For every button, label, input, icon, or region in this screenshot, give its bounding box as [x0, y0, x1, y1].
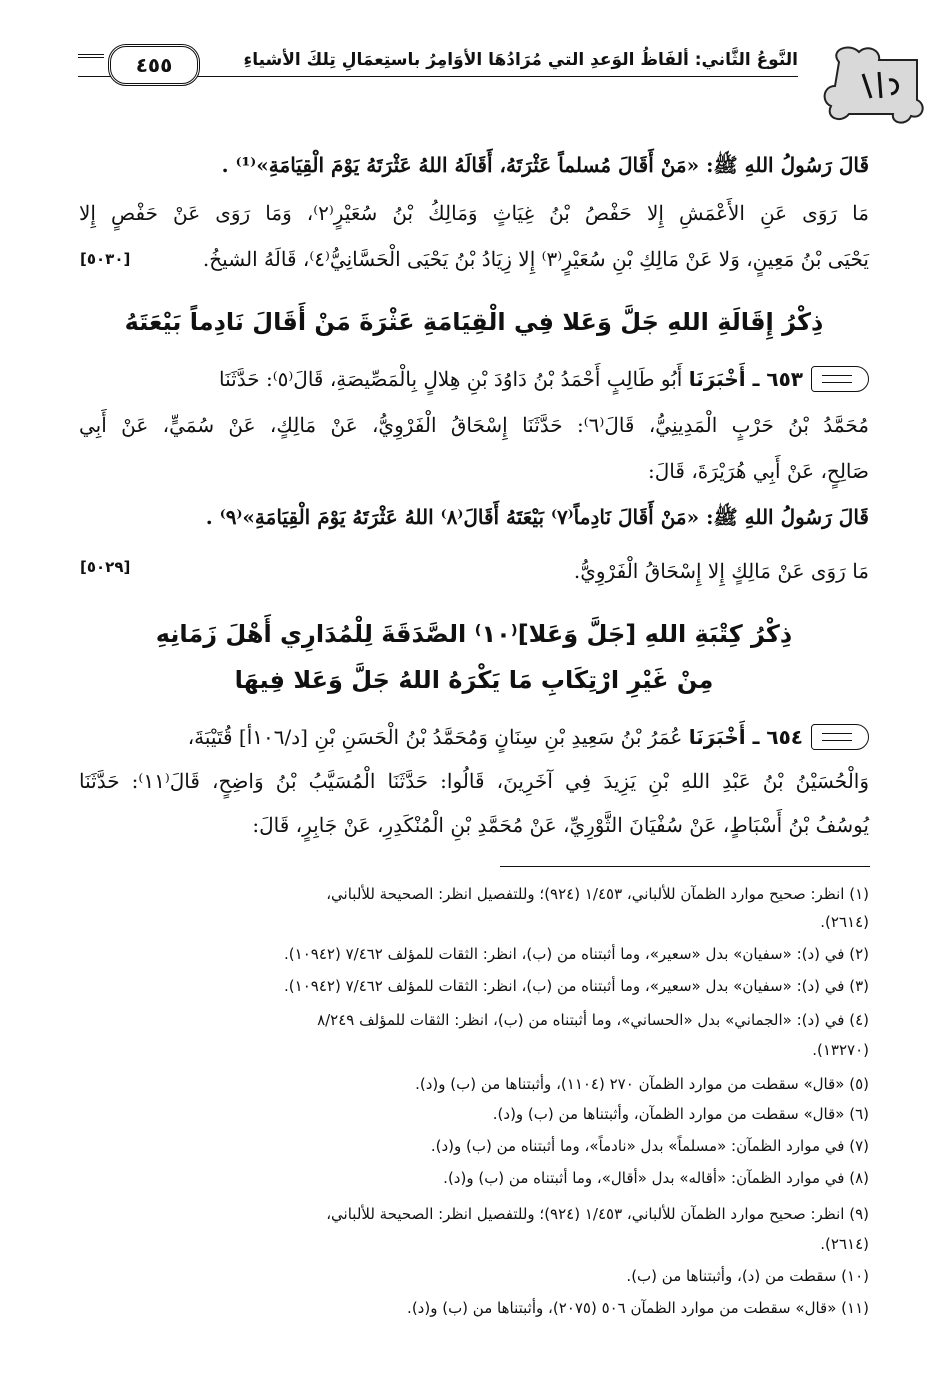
hadith-number: ٦٥٤ ـ أَخْبَرَنَا: [688, 725, 803, 749]
footnote: (١٠) سقطت من (د)، وأثبتناها من (ب).: [626, 1267, 869, 1285]
body-text: عُمَرُ بْنُ سَعِيدِ بْنِ سِنَانٍ وَمُحَمَّدُ بْنُ الْحَسَنِ بْنِ [د/١٠٦أ] قُتَيْبَةَ،: [187, 725, 683, 749]
body-line: مَا رَوَى عَنْ مَالِكٍ إِلا إِسْحَاقُ الْفَرْوِيُّ.: [573, 559, 869, 583]
body-line: يَحْيَى بْنُ مَعِينٍ، وَلا عَنْ مَالِكِ بْنِ سُعَيْرٍ⁽٣⁾ إِلا زِيَادُ بْنُ يَحْيَى الْحَسَّانِيُّ⁽٤⁾، قَالَهُ الشيخُ.: [202, 247, 869, 271]
body-line: صَالِحٍ، عَنْ أَبِي هُرَيْرَةَ، قَالَ:: [648, 459, 869, 483]
page-header: [78, 44, 798, 94]
footnote-separator: [500, 866, 870, 867]
hadith-marker-icon: [811, 366, 869, 392]
puzzle-ornament-icon: [819, 40, 929, 130]
body-line: قَالَ رَسُولُ اللهِ ﷺ: «مَنْ أَقَالَ نَادِماً⁽٧⁾ بَيْعَتَهُ أَقَالَ⁽٨⁾ اللهُ عَثْرَتَهُ يَوْمَ الْقِيَامَةِ»⁽٩⁾ .: [205, 505, 869, 529]
footnote: (٤) في (د): «الجماني» بدل «الحساني»، وما أثبتناه من (ب)، انظر: الثقات للمؤلف ٨/٢٤٩: [317, 1011, 869, 1029]
page-number: ٤٥٥: [108, 44, 200, 86]
hadith-marker-icon: [811, 724, 869, 750]
footnote-cont: (١٣٢٧٠).: [812, 1041, 869, 1059]
hadith-653-line: [79, 364, 869, 394]
running-title: النَّوعُ الثَّاني: ألفَاظُ الوَعدِ التي مُرَادُهَا الأوَامِرُ باستِعمَالِ تِلكَ الأشياءِ: [243, 50, 798, 70]
chapter-heading: ذِكْرُ إِقَالَةِ اللهِ جَلَّ وَعَلا فِي الْقِيَامَةِ عَثْرَةَ مَنْ أَقَالَ نَادِماً بَيْعَتَهُ: [124, 308, 824, 336]
footnote: (٥) «قال» سقطت من موارد الظمآن ٢٧٠ (١١٠٤)، وأثبتناها من (ب) و(د).: [415, 1075, 869, 1093]
footnote: (١١) «قال» سقطت من موارد الظمآن ٥٠٦ (٢٠٧٥)، وأثبتناها من (ب) و(د).: [407, 1299, 869, 1317]
hadith-number: ٦٥٣ ـ أَخْبَرَنَا: [688, 367, 803, 391]
header-dash: [78, 54, 104, 58]
reference-number: [٥٠٢٩]: [80, 558, 131, 576]
body-line: مَا رَوَى عَنِ الأَعْمَشِ إِلا حَفْصُ بْنُ غِيَاثٍ وَمَالِكُ بْنُ سُعَيْرٍ⁽٢⁾، وَمَا رَوَى عَنْ حَفْصٍ إِلا: [79, 201, 869, 225]
reference-number: [٥٠٣٠]: [80, 250, 131, 268]
chapter-heading-cont: مِنْ غَيْرِ ارْتِكَابِ مَا يَكْرَهُ اللهُ جَلَّ وَعَلا فِيهَا: [234, 666, 714, 694]
body-line: مُحَمَّدُ بْنُ حَرْبٍ الْمَدِينِيُّ، قَالَ⁽٦⁾: حَدَّثَنَا إِسْحَاقُ الْفَرْوِيُّ، عَنْ مَالِكٍ، عَنْ سُمَيٍّ، عَنْ أَبِي: [79, 413, 869, 437]
footnote: (٨) في موارد الظمآن: «أقاله» بدل «أقال»، وما أثبتناه من (ب) و(د).: [443, 1169, 869, 1187]
footnote: (٧) في موارد الظمآن: «مسلماً» بدل «نادماً»، وما أثبتناه من (ب) و(د).: [430, 1137, 869, 1155]
footnote-cont: (٢٦١٤).: [820, 1235, 869, 1253]
body-line: يُوسُفُ بْنُ أَسْبَاطٍ، عَنْ سُفْيَانَ الثَّوْرِيِّ، عَنْ مُحَمَّدِ بْنِ الْمُنْكَدِرِ، عَنْ جَابِرٍ، قَالَ:: [252, 813, 869, 837]
body-text: أَبُو طَالِبٍ أَحْمَدُ بْنُ دَاوُدَ بْنِ هِلالٍ بِالْمَصِّيصَةِ، قَالَ⁽٥⁾: حَدَّثَنَا: [219, 367, 683, 391]
footnote: (٩) انظر: صحيح موارد الظمآن للألباني، ١/٤٥٣ (٩٢٤)؛ وللتفصيل انظر: الصحيحة للألباني،: [326, 1205, 869, 1223]
footnote: (٢) في (د): «سفيان» بدل «سعير»، وما أثبتناه من (ب)، انظر: الثقات للمؤلف ٧/٤٦٢ (١٠٩٤٢).: [284, 945, 869, 963]
chapter-heading: ذِكْرُ كِتْبَةِ اللهِ [جَلَّ وَعَلا]⁽١٠⁾ الصَّدَقَةَ لِلْمُدَارِي أَهْلَ زَمَانِهِ: [155, 620, 793, 648]
footnote-cont: (٢٦١٤).: [820, 913, 869, 931]
hadith-654-line: [79, 722, 869, 752]
footnote: (٦) «قال» سقطت من موارد الظمآن، وأثبتناها من (ب) و(د).: [492, 1105, 869, 1123]
body-line: قَالَ رَسُولُ اللهِ ﷺ: «مَنْ أَقَالَ مُسلماً عَثْرَتَهُ، أَقَالَهُ اللهُ عَثْرَتَهُ يَوْمَ الْقِيَامَةِ»⁽¹⁾ .: [221, 153, 869, 177]
footnote: (١) انظر: صحيح موارد الظمآن للألباني، ١/٤٥٣ (٩٢٤)؛ وللتفصيل انظر: الصحيحة للألباني،: [326, 885, 869, 903]
footnote: (٣) في (د): «سفيان» بدل «سعير»، وما أثبتناه من (ب)، انظر: الثقات للمؤلف ٧/٤٦٢ (١٠٩٤٢).: [284, 977, 869, 995]
body-line: وَالْحُسَيْنُ بْنُ عَبْدِ اللهِ بْنِ يَزِيدَ فِي آخَرِينَ، قَالُوا: حَدَّثَنَا الْمُسَيَّبُ بْنُ وَاضِحٍ، قَالَ⁽١١⁾: حَدَّثَنَا: [79, 769, 869, 793]
